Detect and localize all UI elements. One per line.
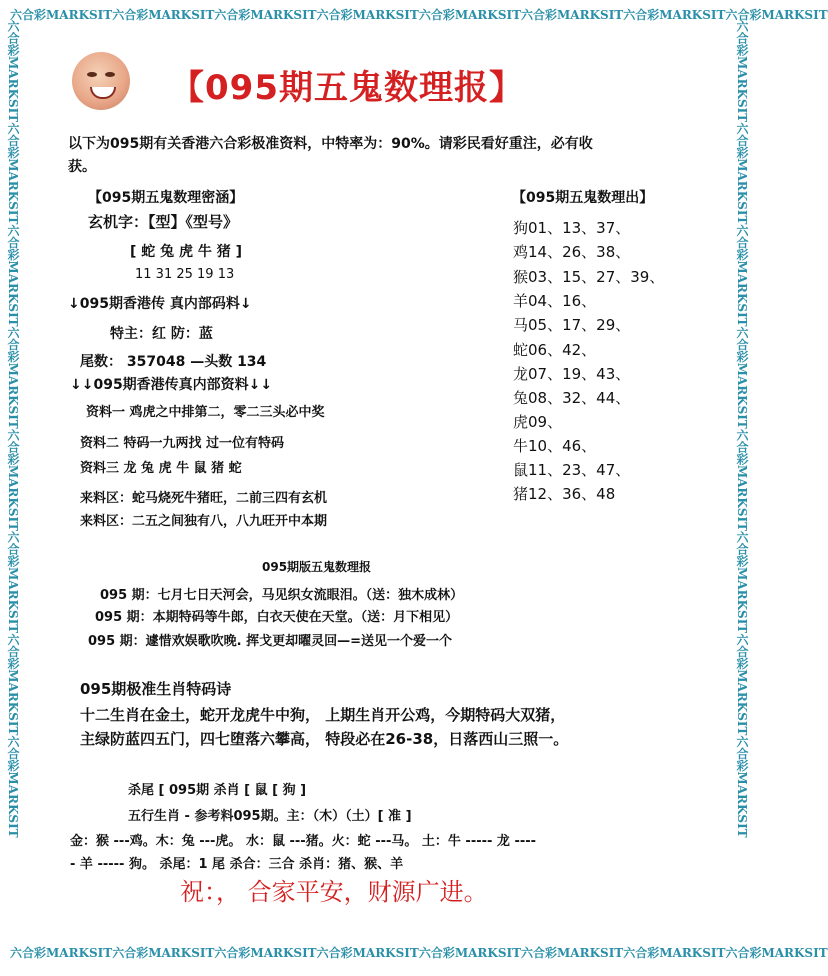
face-eye-left xyxy=(87,72,97,77)
tail-line: 尾数： 357048 —头数 134 xyxy=(80,354,267,370)
insider-title: ↓095期香港传 真内部码料↓ xyxy=(68,296,252,312)
mid-line-1: 095 期：七月七日天河会，马见织女流眼泪。（送：独木成林） xyxy=(100,588,464,603)
watermark-left: 六合彩MARKSIT六合彩MARKSIT六合彩MARKSIT六合彩MARKSIT六合彩MARKSIT六合彩MARKSIT六合彩MARKSIT六合彩MARKSIT xyxy=(6,20,20,838)
face-image xyxy=(72,52,130,110)
intro-line-1: 以下为095期有关香港六合彩极准资料，中特率为：90%。请彩民看好重注，必有收 xyxy=(68,136,593,152)
zodiac-row: 鸡14、26、38、 xyxy=(513,243,631,261)
intro-line-2: 获。 xyxy=(68,159,96,175)
zodiac-row: 兔08、32、44、 xyxy=(513,389,631,407)
xuanji-line: 玄机字：【型】《型号》 xyxy=(88,213,239,231)
info-3: 资料三 龙 兔 虎 牛 鼠 猪 蛇 xyxy=(80,461,242,476)
zodiac-row: 猴03、15、27、39、 xyxy=(513,268,665,286)
zodiac-row: 虎09、 xyxy=(513,413,563,431)
zodiac-row: 狗01、13、37、 xyxy=(513,219,631,237)
mid-subtitle: 095期版五鬼数理报 xyxy=(262,560,372,574)
zodiac-row: 龙07、19、43、 xyxy=(513,365,631,383)
mid-line-3: 095 期：遽惜欢娱歌吹晚. 挥戈更却曜灵回—=送见一个爱一个 xyxy=(88,634,453,649)
watermark-bottom: 六合彩MARKSIT六合彩MARKSIT六合彩MARKSIT六合彩MARKSIT六合彩MARKSIT六合彩MARKSIT六合彩MARKSIT六合彩MARKSIT xyxy=(10,946,828,960)
kill-line: 杀尾 [ 095期 杀肖 [ 鼠 [ 狗 ] xyxy=(128,783,307,798)
poem-line-1: 十二生肖在金土，蛇开龙虎牛中狗， 上期生肖开公鸡，今期特码大双猪， xyxy=(80,706,566,724)
right-section-title: 【095期五鬼数理出】 xyxy=(512,190,654,206)
elements-line-1: 金：猴 ---鸡。木：兔 ---虎。 水：鼠 ---猪。火：蛇 ---马。 土：牛 ----- 龙 ---- xyxy=(70,834,537,849)
elements-line-2: - 羊 ----- 狗。 杀尾：1 尾 杀合：三合 杀肖：猪、猴、羊 xyxy=(70,857,404,872)
left-section-title: 【095期五鬼数理密涵】 xyxy=(88,190,244,206)
info-1: 资料一 鸡虎之中排第二，零二三头必中奖 xyxy=(86,405,325,420)
source-2: 来料区：二五之间独有八，八九旺开中本期 xyxy=(80,514,328,529)
zodiac-row: 羊04、16、 xyxy=(513,292,597,310)
watermark-right: 六合彩MARKSIT六合彩MARKSIT六合彩MARKSIT六合彩MARKSIT六合彩MARKSIT六合彩MARKSIT六合彩MARKSIT六合彩MARKSIT xyxy=(735,20,749,838)
te-zhu-line: 特主：红 防：蓝 xyxy=(110,326,213,342)
watermark-top: 六合彩MARKSIT六合彩MARKSIT六合彩MARKSIT六合彩MARKSIT六合彩MARKSIT六合彩MARKSIT六合彩MARKSIT六合彩MARKSIT xyxy=(10,8,828,22)
mid-line-2: 095 期：本期特码等牛郎，白衣天使在天堂。（送：月下相见） xyxy=(95,610,459,625)
wuxing-line: 五行生肖 - 参考料095期。主：（木）（土）[ 准 ] xyxy=(128,809,412,824)
zodiac-row: 牛10、46、 xyxy=(513,437,597,455)
source-1: 来料区：蛇马烧死牛猪旺，二前三四有玄机 xyxy=(80,491,328,506)
zodiac-row: 猪12、36、48 xyxy=(513,485,616,503)
zodiac-row: 马05、17、29、 xyxy=(513,316,631,334)
page-title: 【095期五鬼数理报】 xyxy=(170,68,524,108)
face-eye-right xyxy=(105,72,115,77)
poem-title: 095期极准生肖特码诗 xyxy=(80,680,232,698)
blessing-line: 祝：， 合家平安，财源广进。 xyxy=(180,878,488,906)
face-mouth xyxy=(90,87,116,99)
zodiac-row: 蛇06、42、 xyxy=(513,341,597,359)
insider2-title: ↓↓095期香港传真内部资料↓↓ xyxy=(70,377,273,393)
zodiac-row: 鼠11、23、47、 xyxy=(513,461,631,479)
info-2: 资料二 特码一九两找 过一位有特码 xyxy=(80,436,285,451)
zodiac-bracket: [ 蛇 兔 虎 牛 猪 ] xyxy=(130,244,243,260)
zodiac-numbers: 11 31 25 19 13 xyxy=(135,267,235,282)
poem-line-2: 主绿防蓝四五门，四七堕落六攀高， 特段必在26-38，日落西山三照一。 xyxy=(80,730,569,748)
